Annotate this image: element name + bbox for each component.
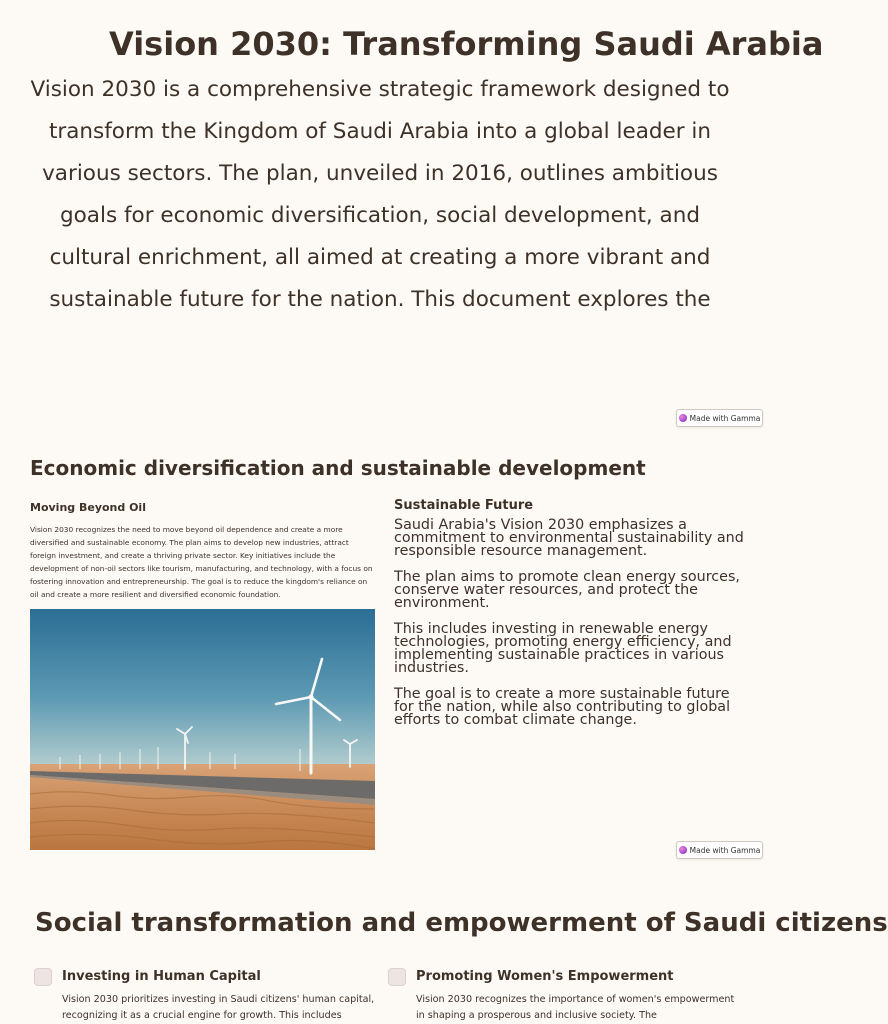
page-title: Vision 2030: Transforming Saudi Arabia: [109, 25, 824, 63]
womens-empowerment-body-text: Vision 2030 recognizes the importance of women's empowerment in shaping a prosperous and inclusive society. The: [416, 994, 735, 1021]
human-capital-body-text: Vision 2030 prioritizes investing in Saudi citizens' human capital, recognizing it as a crucial engine for growth. This includes: [62, 994, 375, 1021]
section-heading-economy: Economic diversification and sustainable development: [30, 456, 646, 480]
subheading-womens-empowerment: Promoting Women's Empowerment: [416, 969, 674, 984]
intro-line: various sectors. The plan, unveiled in 2016, outlines ambitious: [42, 161, 718, 186]
subheading-moving-beyond-oil: Moving Beyond Oil: [30, 501, 146, 514]
badge-label: Made with Gamma: [689, 845, 761, 855]
intro-line: transform the Kingdom of Saudi Arabia into a global leader in: [48, 119, 712, 144]
checkbox-icon: [34, 968, 52, 986]
gamma-logo-icon: [679, 846, 687, 854]
badge-label: Made with Gamma: [689, 413, 761, 423]
section-heading-social: Social transformation and empowerment of Saudi citizens: [35, 908, 888, 938]
sustainable-paragraph: Saudi Arabia's Vision 2030 emphasizes a commitment to environmental sustainability and responsible resource management.: [394, 517, 744, 559]
intro-line: sustainable future for the nation. This document explores the: [49, 287, 711, 312]
made-with-gamma-badge[interactable]: [676, 841, 763, 859]
checkbox-icon: [388, 968, 406, 986]
gamma-logo-icon: [679, 414, 687, 422]
subheading-human-capital: Investing in Human Capital: [62, 969, 261, 984]
intro-paragraph: [30, 77, 730, 332]
made-with-gamma-badge[interactable]: [676, 409, 763, 427]
intro-line: Vision 2030 is a comprehensive strategic framework designed to: [30, 77, 730, 102]
intro-line: cultural enrichment, all aimed at creating a more vibrant and: [49, 245, 711, 270]
sustainable-paragraph: The goal is to create a more sustainable future for the nation, while also contributing to global efforts to combat climate change.: [394, 686, 731, 728]
intro-line: goals for economic diversification, social development, and: [60, 203, 700, 228]
subheading-sustainable-future: Sustainable Future: [394, 498, 534, 513]
sustainable-paragraph: The plan aims to promote clean energy sources, conserve water resources, and protect the environment.: [394, 569, 740, 611]
oil-body-text: Vision 2030 recognizes the need to move beyond oil dependence and create a more diversified and sustainable economy. The plan aims to develop new industries, attract foreign investment, and create a thriving private sector. Key initiatives include the development of non-oil sectors like tourism, manufacturing, and technology, with a focus on fostering innovation and entrepreneurship. The goal is to reduce the kingdom's reliance on oil and create a more resilient and diversified economic foundation.: [30, 525, 373, 599]
wind-turbines-desert-image: [30, 609, 375, 850]
sustainable-body-text: [394, 519, 744, 740]
sustainable-paragraph: This includes investing in renewable energy technologies, promoting energy efficiency, and implementing sustainable practices in various industries.: [394, 621, 732, 676]
